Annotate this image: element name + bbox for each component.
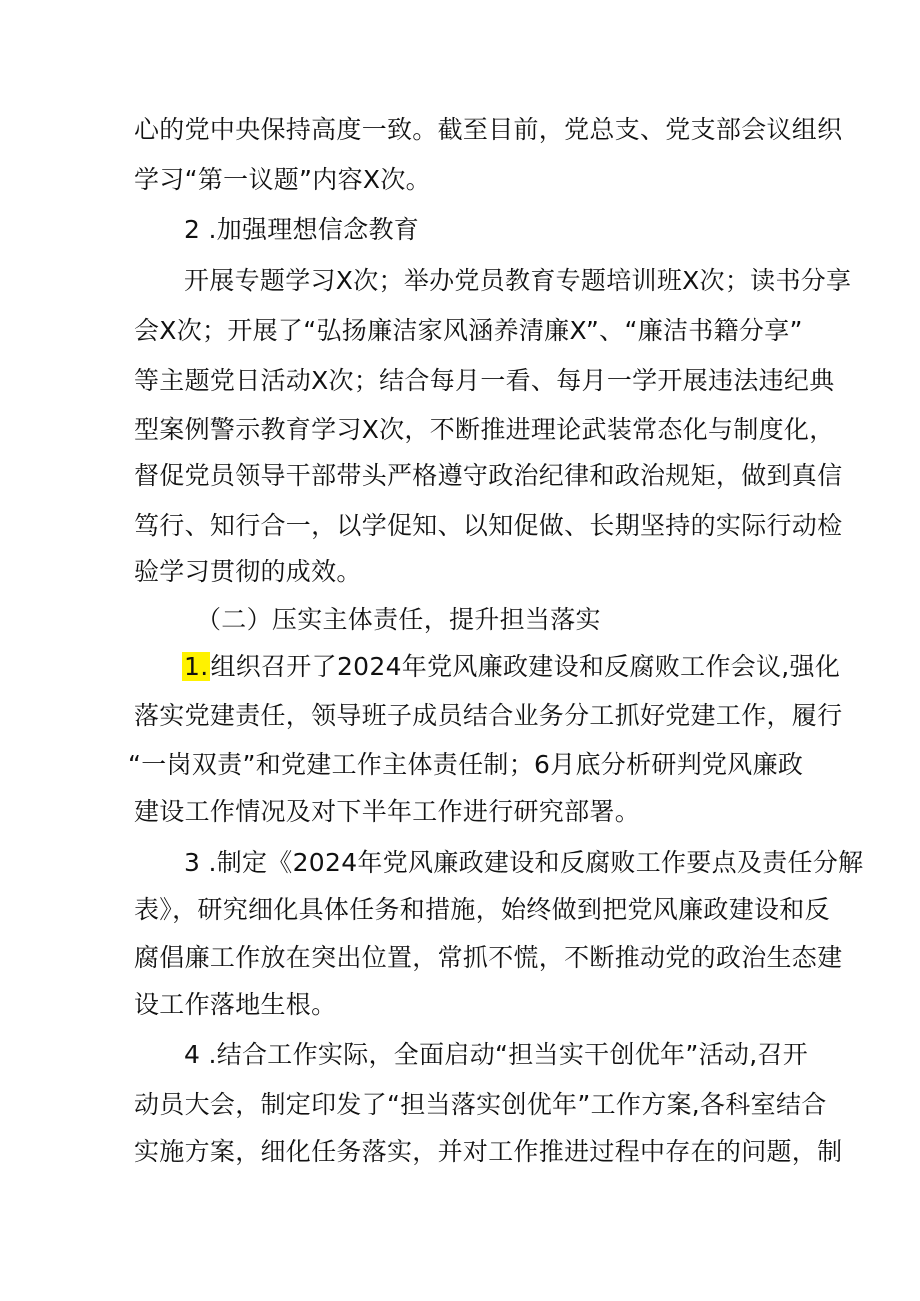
paragraph-line: 腐倡廉工作放在突出位置，常抓不慌，不断推动党的政治生态建 — [134, 943, 843, 972]
paragraph-line: 等主题党日活动X次；结合每月一看、每月一学开展违法违纪典 — [134, 366, 835, 395]
paragraph-line: 型案例警示教育学习X次，不断推进理论武装常态化与制度化， — [134, 415, 835, 444]
paragraph-line: 建设工作情况及对下半年工作进行研究部署。 — [134, 797, 641, 826]
paragraph-line: 开展专题学习X次；举办党员教育专题培训班X次；读书分享 — [184, 266, 852, 295]
item-line: 4 .结合工作实际，全面启动“担当实干创优年”活动,召开 — [184, 1040, 809, 1069]
paragraph-line: 落实党建责任，领导班子成员结合业务分工抓好党建工作，履行 — [134, 701, 843, 730]
paragraph-line: 会X次；开展了“弘扬廉洁家风涵养清廉X”、“廉洁书籍分享” — [134, 316, 803, 345]
subheading: 2 .加强理想信念教育 — [184, 215, 420, 244]
paragraph-line: 设工作落地生根。 — [134, 990, 337, 1019]
item-line: 3 .制定《2024年党风廉政建设和反腐败工作要点及责任分解 — [184, 848, 864, 877]
paragraph-line: 表》，研究细化具体任务和措施，始终做到把党风廉政建设和反 — [134, 895, 830, 924]
paragraph-line: 动员大会，制定印发了“担当落实创优年”工作方案,各科室结合 — [134, 1090, 827, 1119]
item-line — [182, 650, 840, 684]
paragraph-line: 心的党中央保持高度一致。截至目前，党总支、党支部会议组织 — [134, 115, 843, 144]
paragraph-line: 验学习贯彻的成效。 — [134, 557, 362, 586]
paragraph-line: 笃行、知行合一，以学促知、以知促做、长期坚持的实际行动检 — [134, 511, 843, 540]
paragraph-line: “一岗双责”和党建工作主体责任制；6月底分析研判党风廉政 — [128, 750, 804, 779]
paragraph-line: 学习“第一议题”内容X次。 — [134, 165, 431, 194]
paragraph-line: 督促党员领导干部带头严格遵守政治纪律和政治规矩，做到真信 — [134, 461, 843, 490]
item-text: 组织召开了2024年党风廉政建设和反腐败工作会议,强化 — [210, 652, 841, 681]
item-number-highlighted: 1. — [184, 652, 209, 681]
paragraph-line: 实施方案，细化任务落实，并对工作推进过程中存在的问题，制 — [134, 1137, 843, 1166]
section-title: （二）压实主体责任，提升担当落实 — [196, 605, 601, 634]
